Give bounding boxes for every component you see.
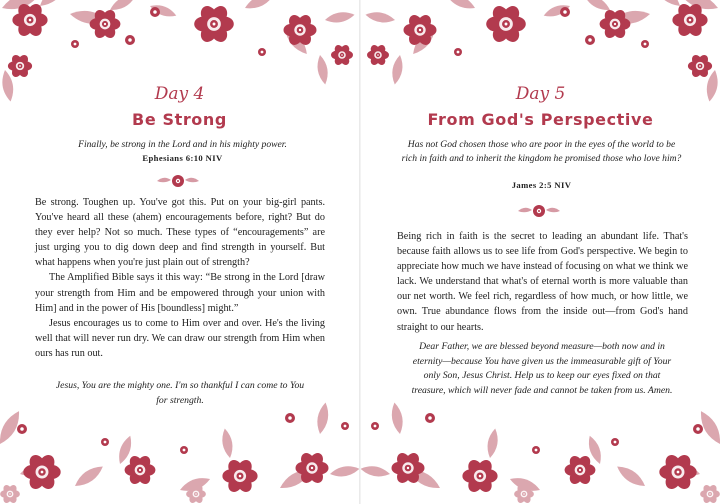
leaf-icon bbox=[585, 434, 604, 465]
leaf-icon bbox=[0, 0, 42, 14]
flower-icon bbox=[0, 484, 20, 504]
bud-icon bbox=[454, 48, 462, 56]
flower-icon bbox=[514, 484, 534, 504]
flower-icon bbox=[404, 13, 437, 48]
flower-icon bbox=[565, 454, 596, 487]
leaf-icon bbox=[409, 25, 439, 58]
leaf-icon bbox=[115, 434, 134, 465]
scripture-verse: Has not God chosen those who are poor in the eyes of the world to be rich in faith and to inherit the kingdom he promised those who love him? bbox=[401, 139, 682, 164]
leaf-icon bbox=[178, 474, 212, 495]
flower-icon bbox=[125, 454, 156, 487]
body-paragraph: Being rich in faith is the secret to leading an abundant life. That's because faith allows us to see life from God's perspective. We begin to appreciate how much we have instead of focusing on what we think we lack. We understand that what's of eternal worth is more valuable than our net worth. We feel rich, regardless of how much, or how little, we own. True abundance flows from the inside out—from God's hand straight to our hearts. bbox=[397, 231, 688, 333]
leaf-icon bbox=[390, 54, 405, 85]
body-paragraph: Be strong. Toughen up. You've got this. Put on your big-girl pants. You've heard all these (ahem) encouragements before, right? But do they ever help? Not so much. These types of “encouragements” are just urging you to dig down deep and find strength in yourself. But what happens when you're just plain out of strength? bbox=[35, 197, 325, 269]
leaf-icon bbox=[37, 0, 70, 10]
day-label: Day 5 bbox=[515, 84, 566, 104]
flower-icon bbox=[186, 484, 206, 504]
bud-icon bbox=[560, 7, 570, 17]
leaf-icon bbox=[315, 54, 330, 85]
scripture-reference: James 2:5 NIV bbox=[511, 180, 572, 190]
body-paragraph: The Amplified Bible says it this way: “Be strong in the Lord [draw your strength from Him and be empowered through your union with Him] and in the power of His [boundless] might.” bbox=[35, 272, 325, 314]
leaf-icon bbox=[277, 465, 314, 493]
bud-icon bbox=[532, 446, 540, 454]
leaf-icon bbox=[69, 8, 109, 27]
bud-icon bbox=[425, 413, 435, 423]
bud-icon bbox=[101, 438, 109, 446]
leaf-icon bbox=[0, 408, 24, 447]
leaf-icon bbox=[542, 2, 571, 20]
leaf-icon bbox=[315, 402, 331, 435]
leaf-icon bbox=[485, 428, 500, 459]
bud-icon bbox=[258, 48, 266, 56]
flower-icon bbox=[462, 457, 497, 494]
flower-icon bbox=[392, 451, 425, 486]
flower-icon bbox=[222, 457, 257, 494]
flower-divider-icon bbox=[155, 172, 201, 190]
flower-icon bbox=[486, 3, 526, 45]
flower-divider-icon bbox=[516, 202, 562, 220]
leaf-icon bbox=[614, 462, 648, 490]
bud-icon bbox=[125, 35, 135, 45]
leaf-icon bbox=[664, 459, 702, 479]
flower-icon bbox=[296, 451, 329, 486]
leaf-icon bbox=[324, 10, 355, 25]
flower-icon bbox=[194, 3, 234, 45]
bud-icon bbox=[71, 40, 79, 48]
flower-icon bbox=[659, 452, 696, 492]
bud-icon bbox=[585, 35, 595, 45]
leaf-icon bbox=[243, 0, 276, 13]
leaf-icon bbox=[281, 25, 311, 58]
prayer-text: Jesus, You are the mighty one. I'm so thankful I can come to You for strength. bbox=[55, 380, 305, 406]
flower-icon bbox=[367, 43, 389, 66]
leaf-icon bbox=[582, 0, 613, 14]
page-title: From God's Perspective bbox=[427, 110, 654, 129]
flower-icon bbox=[688, 53, 712, 79]
flower-icon bbox=[672, 1, 707, 38]
leaf-icon bbox=[19, 459, 57, 479]
bud-icon bbox=[341, 422, 349, 430]
prayer-text: Dear Father, we are blessed beyond measure—both now and in eternity—because You have given us the immeasurable gift of Your only Son, Jesus Christ. Help us to keep our eyes fixed on that treasure, which will never fade and cannot be taken from us. Amen. bbox=[411, 341, 673, 396]
leaf-icon bbox=[678, 0, 720, 14]
devotional-body bbox=[35, 195, 325, 361]
devotional-body bbox=[397, 229, 688, 335]
leaf-icon bbox=[361, 464, 391, 479]
right-page bbox=[361, 0, 720, 504]
bud-icon bbox=[371, 422, 379, 430]
day-label: Day 4 bbox=[154, 84, 205, 104]
bud-icon bbox=[150, 7, 160, 17]
leaf-icon bbox=[406, 465, 443, 493]
bud-icon bbox=[17, 424, 27, 434]
bud-icon bbox=[611, 438, 619, 446]
bud-icon bbox=[641, 40, 649, 48]
leaf-icon bbox=[148, 2, 177, 20]
leaf-icon bbox=[220, 428, 235, 459]
bud-icon bbox=[180, 446, 188, 454]
leaf-icon bbox=[696, 408, 720, 447]
page-title: Be Strong bbox=[132, 110, 227, 129]
flower-icon bbox=[90, 8, 121, 41]
body-paragraph: Jesus encourages us to come to Him over and over. He's the living well that will never run dry. We can draw our strength from Him when ours has run out. bbox=[35, 317, 325, 359]
bud-icon bbox=[285, 413, 295, 423]
scripture-reference: Ephesians 6:10 NIV bbox=[142, 153, 223, 163]
leaf-icon bbox=[612, 8, 652, 27]
leaf-icon bbox=[108, 0, 139, 14]
flower-icon bbox=[700, 484, 720, 504]
leaf-icon bbox=[72, 462, 106, 490]
left-page bbox=[0, 0, 359, 504]
leaf-icon bbox=[650, 0, 683, 10]
leaf-icon bbox=[329, 464, 359, 479]
scripture-verse: Finally, be strong in the Lord and in his mighty power. bbox=[78, 139, 287, 150]
leaf-icon bbox=[444, 0, 477, 13]
flower-icon bbox=[8, 53, 32, 79]
bud-icon bbox=[693, 424, 703, 434]
leaf-icon bbox=[508, 474, 542, 495]
flower-icon bbox=[23, 452, 60, 492]
flower-icon bbox=[331, 43, 353, 66]
flower-icon bbox=[284, 13, 317, 48]
leaf-icon bbox=[389, 402, 405, 435]
flower-icon bbox=[600, 8, 631, 41]
flower-icon bbox=[12, 1, 47, 38]
leaf-icon bbox=[365, 10, 396, 25]
